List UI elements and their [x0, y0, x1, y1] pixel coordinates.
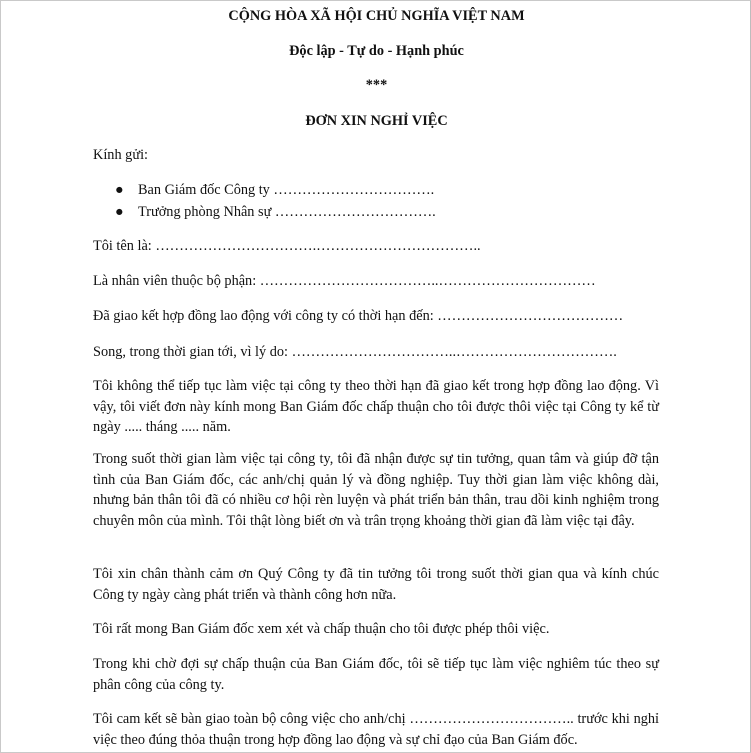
bullet-icon: ●: [115, 182, 124, 198]
paragraph-gratitude: Trong suốt thời gian làm việc tại công ty, tôi đã nhận được sự tin tưởng, quan tâm và giúp đỡ tận tình của Ban Giám đốc, các anh/chị quản lý và đồng nghiệp. Tuy thời gian làm việc không dài, nhưng bản thân tôi đã có nhiều cơ hội rèn luyện và phát triển bản thân, trau dồi kinh nghiệm trong chuyên môn của mình. Tôi thật lòng biết ơn và trân trọng khoảng thời gian đã làm việc tại đây.: [93, 451, 659, 529]
contract-field: Đã giao kết hợp đồng lao động với công ty có thời hạn đến: …………………………………: [93, 308, 624, 324]
recipient-list: [93, 179, 436, 223]
paragraph-approval: Tôi rất mong Ban Giám đốc xem xét và chấp thuận cho tôi được phép thôi việc.: [93, 621, 550, 637]
list-item: [93, 179, 436, 201]
recipient-text: Trưởng phòng Nhân sự …………………………….: [138, 204, 436, 220]
paragraph-handover: Tôi cam kết sẽ bàn giao toàn bộ công việc cho anh/chị …………………………….. trước khi nghỉ việc theo đúng thỏa thuận trong hợp đồng lao động và sự chỉ đạo của Ban Giám đốc.: [93, 711, 659, 748]
department-field: Là nhân viên thuộc bộ phận: ………………………………..……………………………: [93, 273, 596, 289]
reason-field: Song, trong thời gian tới, vì lý do: ……………………………..…………………………….: [93, 344, 617, 360]
document-title: ĐƠN XIN NGHỈ VIỆC: [305, 113, 448, 129]
bullet-icon: ●: [115, 204, 124, 220]
motto-heading: Độc lập - Tự do - Hạnh phúc: [289, 43, 464, 59]
recipient-text: Ban Giám đốc Công ty …………………………….: [138, 182, 435, 198]
name-field: Tôi tên là: …………………………….……………………………..: [93, 238, 481, 254]
list-item: [93, 201, 436, 223]
paragraph-waiting: Trong khi chờ đợi sự chấp thuận của Ban Giám đốc, tôi sẽ tiếp tục làm việc nghiêm túc theo sự phân công của công ty.: [93, 656, 659, 693]
paragraph-thanks: Tôi xin chân thành cảm ơn Quý Công ty đã tin tưởng tôi trong suốt thời gian qua và kính chúc Công ty ngày càng phát triển và thành công hơn nữa.: [93, 566, 659, 603]
stars-divider: ***: [365, 77, 388, 93]
greeting-label: Kính gửi:: [93, 147, 149, 163]
republic-heading: CỘNG HÒA XÃ HỘI CHỦ NGHĨA VIỆT NAM: [228, 8, 525, 24]
paragraph-request: Tôi không thể tiếp tục làm việc tại công ty theo thời hạn đã giao kết trong hợp đồng lao động. Vì vậy, tôi viết đơn này kính mong Ban Giám đốc chấp thuận cho tôi được thôi việc tại Công ty kể từ ngày ..... tháng ..... năm.: [93, 378, 659, 436]
